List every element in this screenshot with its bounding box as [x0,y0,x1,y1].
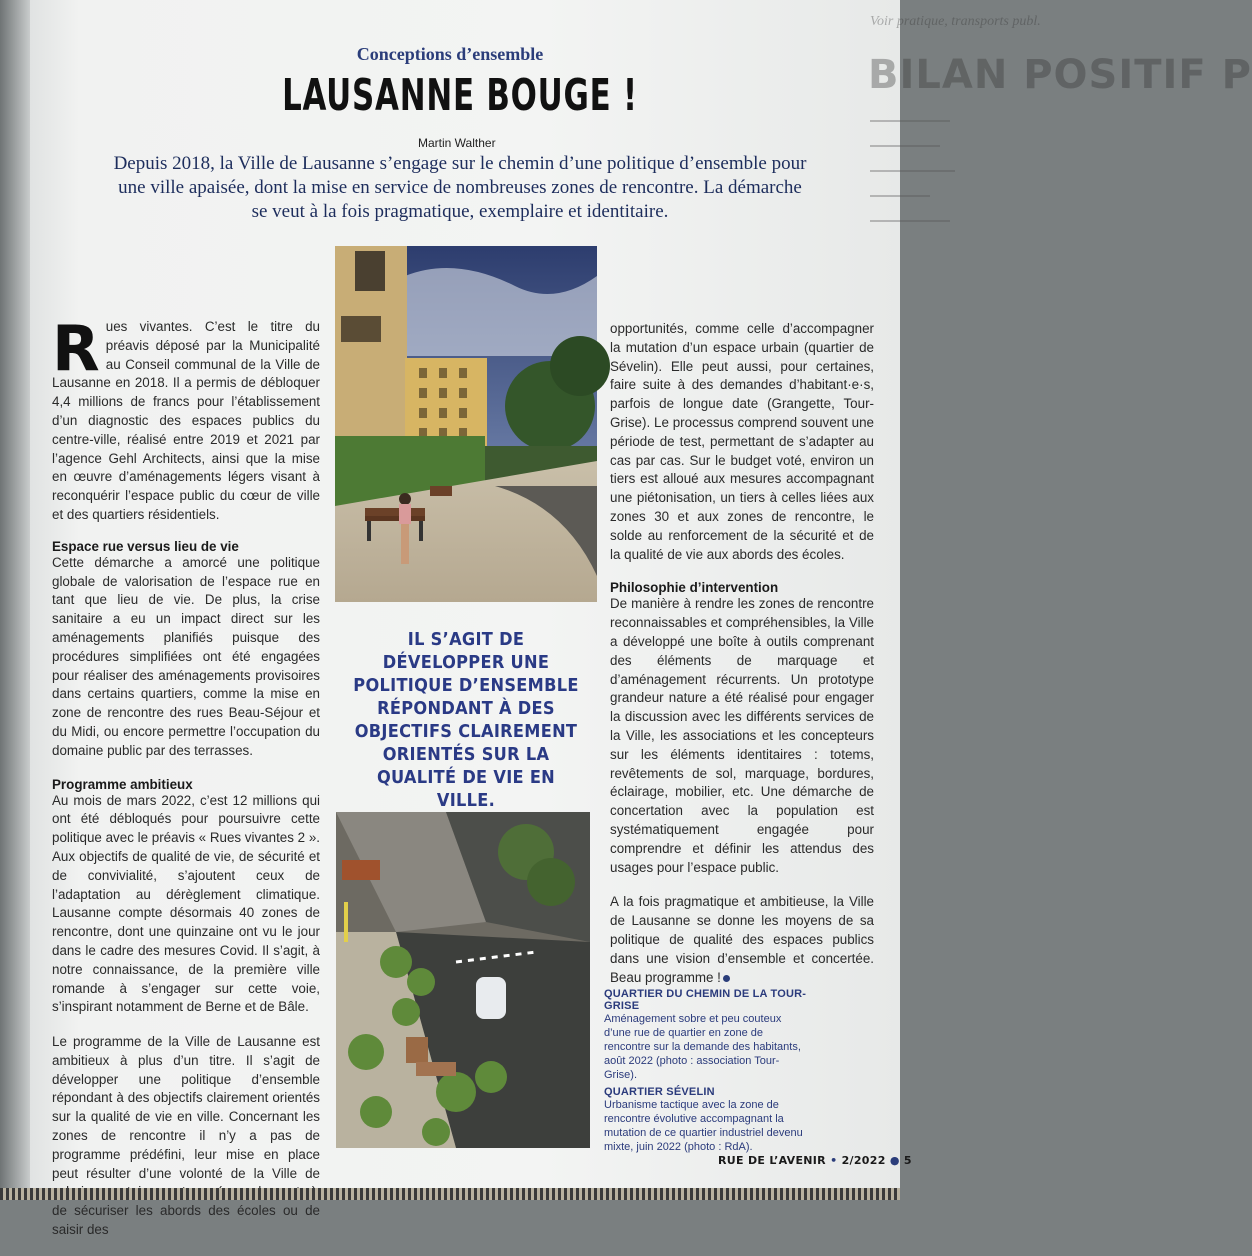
photo-sevelin [336,812,590,1148]
paragraph-conclusion: A la fois pragmatique et ambitieuse, la Ville de Lausanne se donne les moyens de sa politique de qualité des espaces publics dans une vision d’ensemble et concertée. Beau programme ! [610,894,874,985]
page-footer: RUE DE L’AVENIR • 2/2022 ● 5 [718,1154,912,1167]
right-column [610,320,874,1003]
caption-text: Aménagement sobre et peu couteux d’une rue de quartier en zone de rencontre sur la demande des habitants, août 2022 (photo : association Tour-Grise). [604,1013,801,1081]
left-column [52,312,320,1256]
caption-tour-grise [604,988,810,1082]
caption-heading: QUARTIER DU CHEMIN DE LA TOUR-GRISE [604,988,807,1012]
article-author: Martin Walther [418,136,496,150]
caption-text: Urbanisme tactique avec la zone de rencontre évolutive accompagnant la mutation de ce quartier industriel devenu mixte, juin 2022 (photo : RdA). [604,1099,803,1153]
pull-quote: IL S’AGIT DE DÉVELOPPER UNE POLITIQUE D’ENSEMBLE RÉPONDANT À DES OBJECTIFS CLAIREMENT ORIENTÉS SUR LA QUALITÉ DE VIE EN VILLE. [353,629,579,811]
paragraph-opportunites: opportunités, comme celle d’accompagner la mutation d’un espace urbain (quartier de Sévelin). Elle peut aussi, pour certaines, faire suite à des demandes d’habitant·e·s, parfois de longue date (Grangette, Tour-Grise). Le processus comprend souvent une période de test, permettant de s’adapter au cas par cas. Sur le budget voté, environ un tiers est alloué aux mesures accompagnant une piétonisation, un tiers à celles liées aux zones 30 et aux zones de rencontre, le solde au renforcement de la sécurité et de la qualité de vie aux abords des écoles. [610,321,874,562]
article-lead: Depuis 2018, la Ville de Lausanne s’engage sur le chemin d’une politique d’ensemble pour une ville apaisée, dont la mise en service de nombreuses zones de rencontre. La démarche se veut à la fois pragmatique, exemplaire et identitaire. [113,153,807,222]
page-edge-shadow [0,0,30,1200]
caption-sevelin [604,1086,810,1154]
article-title: LAUSANNE BOUGE ! [282,70,638,121]
tablecloth-edge [0,1188,900,1200]
photo-tour-grise [335,246,597,602]
paragraph-programme-ville: Le programme de la Ville de Lausanne est ambitieux à plus d’un titre. Il s’agit de développer une politique d’ensemble répondant à des objectifs clairement orientés sur la qualité de vie en ville. Concernant les zones de rencontre il n’y a pas de programme prédéfini, leur mise en place peut résulter d’une volonté de la Ville de de sécuriser les abords des écoles ou de saisir des [52,1034,320,1238]
issue-number: 2/2022 [841,1154,886,1167]
drop-cap: R [52,312,100,385]
paragraph-philosophie: De manière à rendre les zones de rencontre reconnaissables et compréhensibles, la Ville a développé une boîte à outils comprenant des éléments de marquage et d’aménagement récurrents. Un prototype grandeur nature a été réalisé pour engager la discussion avec les différents services de la Ville, les associations et les concepteurs sur les éléments identitaires : totems, revêtements de sol, marquage, bordures, éclairage, mobilier, etc. Une démarche de concertation avec la population est systématiquement engagée pour comprendre et définir les attendus des usages pour l’espace public. [610,596,874,875]
facing-page-line: Voir pratique, transports publ. [870,14,1041,29]
section-heading-programme: Programme ambitieux [52,776,193,792]
paragraph-espace-rue: Cette démarche a amorcé une politique globale de valorisation de l’espace rue en tant que lieu de vie. De plus, la crise sanitaire a eu un impact direct sur les aménagements planifiés puisque des procédures simplifiées ont été engagées pour réaliser des aménagements provisoires dans certains quartiers, comme la mise en zone de rencontre des rues Beau-Séjour et du Midi, ou encore permettre l’occupation du domaine public par des terrasses. [52,554,320,758]
section-heading-espace-rue: Espace rue versus lieu de vie [52,538,239,554]
publication-name: RUE DE L’AVENIR [718,1154,826,1167]
caption-heading: QUARTIER SÉVELIN [604,1086,715,1098]
intro-paragraph: ues vivantes. C’est le titre du préavis déposé par la Municipalité au Conseil communal de la Ville de Lausanne en 2018. Il a permis de débloquer 4,4 millions de francs pour l’établissement d’un diagnostic des espaces publics du centre-ville, réalisé entre 2019 et 2021 par l’agence Gehl Architects, ainsi que la mise en œuvre d’aménagements légers visant à reconquérir l’espace public du cœur de ville et des quartiers résidentiels. [52,319,320,522]
paragraph-programme: Au mois de mars 2022, c’est 12 millions qui ont été débloqués pour poursuivre cette politique avec le préavis « Rues vivantes 2 ». Aux objectifs de qualité de vie, de sécurité et de convivialité, s’ajoutent ceux de l’adaptation au dérèglement climatique. Lausanne compte désormais 40 zones de rencontre, dont une quinzaine ont vu le jour dans le cadre des mesures Covid. Il s’agit, à notre connaissance, de la première ville romande à s’engager sur cette voie, s’inspirant notamment de Berne et de Bâle. [52,792,320,1015]
end-mark-icon [723,975,730,982]
facing-page-title: BILAN POSITIF P [868,52,1252,98]
section-heading-philosophie: Philosophie d’intervention [610,580,779,596]
page-number: 5 [903,1154,912,1167]
article-kicker: Conceptions d’ensemble [356,44,544,64]
